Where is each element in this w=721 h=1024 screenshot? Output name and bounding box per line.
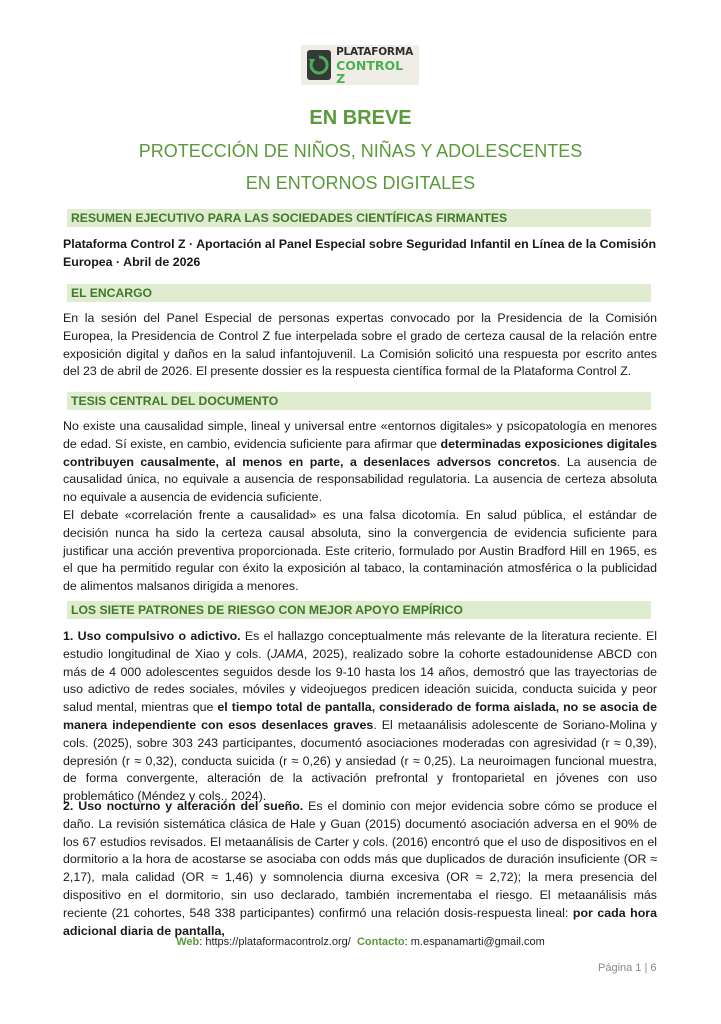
paragraph-tesis-1 bbox=[63, 418, 657, 507]
bold-text: por cada hora adicional diaria de pantalla, bbox=[63, 905, 658, 938]
web-link[interactable]: : https://plataformacontrolz.org/ bbox=[199, 936, 351, 948]
text-run: , 2025), realizado sobre la cohorte estadounidense ABCD con más de 4 000 adolescentes seguidos desde los 9-10 hasta los 14 años, demostró que las trayectorias de uso adictivo de redes sociales, móviles y videojuegos predicen ideación suicida, conducta suicida y peor salud mental, mientras que bbox=[63, 646, 657, 715]
text-run: . La ausencia de causalidad única, no equivale a ausencia de responsabilidad regulatoria. La ausencia de certeza absoluta no equivale a ausencia de evidencia suficiente. bbox=[63, 454, 658, 505]
paragraph-pattern-1 bbox=[63, 628, 657, 806]
subtitle-line1: PROTECCIÓN DE NIÑOS, NIÑAS Y ADOLESCENTES bbox=[138, 141, 583, 161]
logo-text-line1: PLATAFORMA bbox=[336, 45, 413, 58]
section-heading-tesis: TESIS CENTRAL DEL DOCUMENTO bbox=[67, 392, 651, 410]
section-heading-encargo: EL ENCARGO bbox=[67, 284, 651, 302]
subtitle-line2: EN ENTORNOS DIGITALES bbox=[245, 173, 476, 193]
document-subheading: Plataforma Control Z · Aportación al Panel Especial sobre Seguridad Infantil en Línea de la Comisión Europea · Abril de 2026 bbox=[63, 237, 657, 269]
journal-name: JAMA bbox=[270, 646, 304, 661]
paragraph-tesis-2: El debate «correlación frente a causalidad» es una falsa dicotomía. En salud pública, el estándar de decisión nunca ha sido la certeza causal absoluta, sino la convergencia de evidencia suficiente para justificar una acción preventiva proporcionada. Este criterio, formulado por Austin Bradford Hill en 1965, es el que ha permitido regular con éxito la exposición al tabaco, la contaminación atmosférica o la publicidad de alimentos malsanos dirigida a menores. bbox=[63, 508, 657, 594]
text-run: No existe una causalidad simple, lineal y universal entre «entornos digitales» y psicopatología en menores de edad. Sí existe, en cambio, evidencia suficiente para afirmar que bbox=[63, 419, 657, 451]
paragraph-pattern-2 bbox=[63, 798, 657, 940]
bold-text: determinadas exposiciones digitales contribuyen causalmente, al menos en parte, a desenlaces adversos concretos bbox=[63, 436, 657, 469]
text-run: . El metaanálisis adolescente de Soriano-Molina y cols. (2025), sobre 303 243 participantes, documentó asociaciones moderadas con agresividad (r ≈ 0,39), depresión (r ≈ 0,32), conducta suicida (r ≈ 0,26) y ansiedad (r ≈ 0,25). La neuroimagen funcional muestra, de forma convergente, alteración de la activación prefrontal y frontoparietal en jóvenes con uso problemático (Méndez y cols., 2024). bbox=[63, 717, 658, 804]
text-run: Es el dominio con mejor evidencia sobre cómo se produce el daño. La revisión sistemática clásica de Hale y Guan (2015) documentó asociación adversa en el 90% de los 67 estudios revisados. El metaanálisis de Carter y cols. (2016) encontró que el uso de dispositivos en el dormitorio a la hora de acostarse se asociaba con odds más que duplicados de duración insuficiente (OR ≈ 2,17), mala calidad (OR ≈ 1,46) y somnolencia diurna excesiva (OR ≈ 2,72); la mera presencia del dispositivo en el dormitorio, sin uso declarado, también incrementaba el riesgo. El metaanálisis más reciente (21 cohortes, 548 338 participantes) confirmó una relación dosis-respuesta lineal: bbox=[63, 799, 657, 920]
contact-email[interactable]: : m.espanamarti@gmail.com bbox=[404, 936, 545, 948]
bold-text: el tiempo total de pantalla, considerado de forma aislada, no se asocia de manera independiente con esos desenlaces graves bbox=[63, 700, 657, 732]
section-heading-resumen: RESUMEN EJECUTIVO PARA LAS SOCIEDADES CIENTÍFICAS FIRMANTES bbox=[67, 209, 651, 227]
logo-text-line2: CONTROL Z bbox=[336, 57, 404, 86]
refresh-cycle-icon bbox=[307, 50, 331, 80]
paragraph-encargo: En la sesión del Panel Especial de personas expertas convocado por la Presidencia de la Comisión Europea, la Presidencia de Control Z fue interpelada sobre el grado de certeza causal de la relación entre exposición digital y daños en la salud infantojuvenil. La Comisión solicitó una respuesta por escrito antes del 23 de abril de 2026. El presente dossier es la respuesta científica formal de la Plataforma Control Z. bbox=[63, 311, 657, 379]
logo bbox=[301, 45, 419, 85]
page-title: EN BREVE bbox=[309, 107, 412, 129]
section-heading-patrones: LOS SIETE PATRONES DE RIESGO CON MEJOR APOYO EMPÍRICO bbox=[67, 601, 651, 619]
text-run: Es el hallazgo conceptualmente más relevante de la literatura reciente. El estudio longitudinal de Xiao y cols. ( bbox=[63, 629, 657, 661]
contact-label: Contacto bbox=[356, 936, 405, 948]
pattern-1-title: 1. Uso compulsivo o adictivo. bbox=[63, 629, 241, 643]
page-number: Página 1 | 6 bbox=[598, 962, 657, 974]
pattern-2-title: 2. Uso nocturno y alteración del sueño. bbox=[63, 799, 304, 813]
footer-contact bbox=[0, 936, 721, 948]
web-label: Web bbox=[176, 936, 200, 948]
